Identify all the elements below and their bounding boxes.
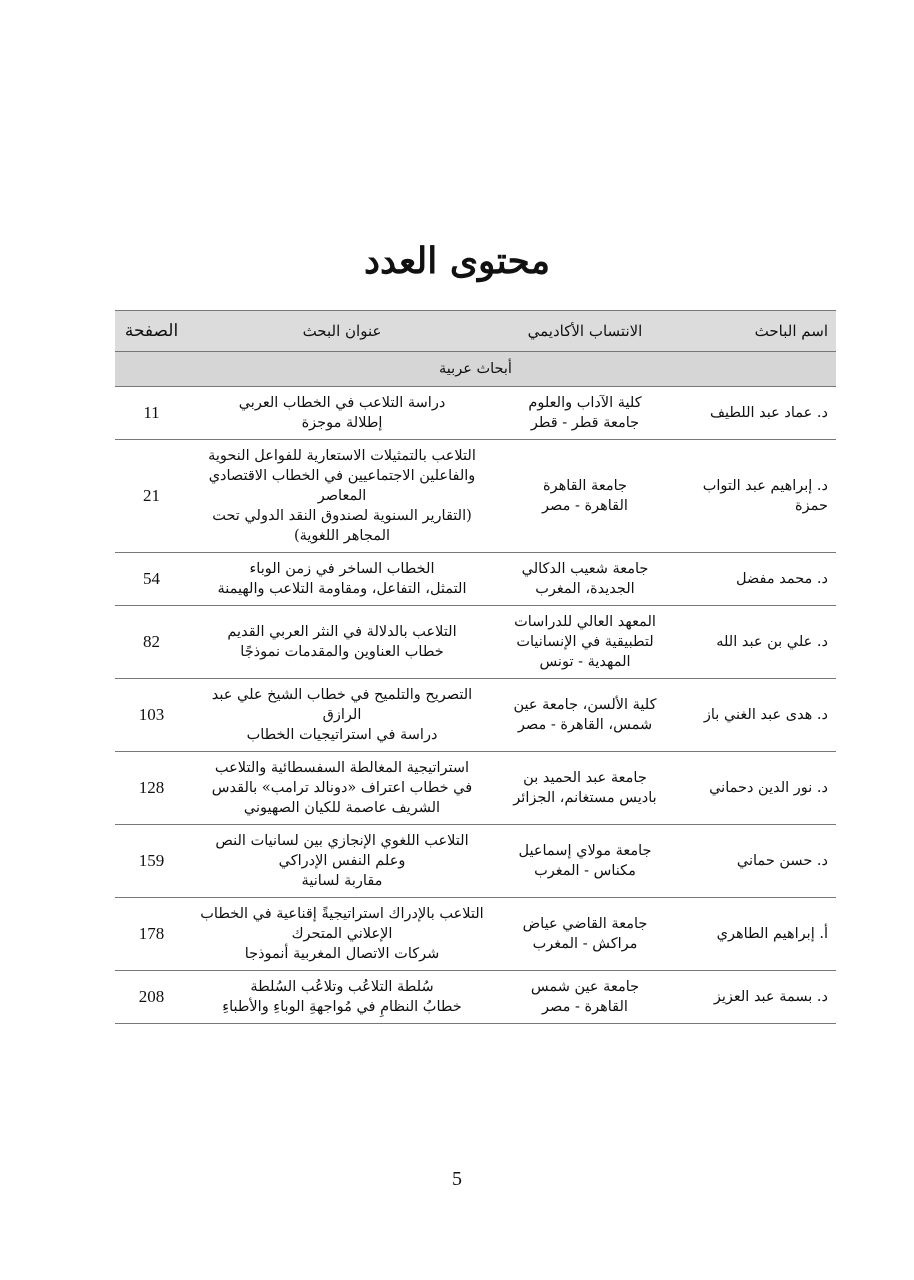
affiliation-line: المهدية - تونس xyxy=(539,654,631,670)
affiliation xyxy=(496,606,674,679)
paper-title-line: سُلطة التلاعُب وتلاعُب السُلطة xyxy=(250,979,434,995)
header-affiliation: الانتساب الأكاديمي xyxy=(496,311,674,352)
table-header-row xyxy=(115,311,836,352)
page-ref: 103 xyxy=(115,679,188,752)
affiliation xyxy=(496,898,674,971)
affiliation-line: جامعة قطر - قطر xyxy=(530,415,640,431)
paper-title xyxy=(188,898,496,971)
affiliation-line: القاهرة - مصر xyxy=(542,498,628,514)
table-row xyxy=(115,679,836,752)
table-row xyxy=(115,440,836,553)
affiliation-line: جامعة القاهرة xyxy=(543,478,627,494)
paper-title-line: التلاعب بالإدراك استراتيجيةً إقناعية في الخطاب xyxy=(200,906,484,922)
header-title: عنوان البحث xyxy=(188,311,496,352)
page-ref: 208 xyxy=(115,971,188,1024)
header-page: الصفحة xyxy=(115,311,188,352)
researcher-name: د. نور الدين دحماني xyxy=(674,752,836,825)
paper-title-line: وعلم النفس الإدراكي xyxy=(278,853,406,869)
page-ref: 11 xyxy=(115,387,188,440)
paper-title-line: التمثل، التفاعل، ومقاومة التلاعب والهيمنة xyxy=(217,581,467,597)
affiliation-line: جامعة مولاي إسماعيل xyxy=(518,843,652,859)
table-row xyxy=(115,971,836,1024)
paper-title-line: إطلالة موجزة xyxy=(301,415,383,431)
researcher-name: د. بسمة عبد العزيز xyxy=(674,971,836,1024)
paper-title xyxy=(188,387,496,440)
researcher-name: د. محمد مفضل xyxy=(674,553,836,606)
paper-title-line: في خطاب اعتراف «دونالد ترامب» بالقدس xyxy=(211,780,473,796)
page-ref: 159 xyxy=(115,825,188,898)
page-ref: 54 xyxy=(115,553,188,606)
paper-title-line: التلاعب اللغوي الإنجازي بين لسانيات النص xyxy=(215,833,469,849)
affiliation-line: لتطبيقية في الإنسانيات xyxy=(516,634,654,650)
paper-title xyxy=(188,752,496,825)
paper-title-line: شركات الاتصال المغربية أنموذجا xyxy=(244,946,440,962)
affiliation-line: باديس مستغانم، الجزائر xyxy=(513,790,657,806)
contents-table xyxy=(115,310,836,1024)
affiliation xyxy=(496,553,674,606)
affiliation-line: جامعة شعيب الدكالي xyxy=(521,561,649,577)
researcher-name: د. إبراهيم عبد التواب حمزة xyxy=(674,440,836,553)
paper-title-line: الشريف عاصمة للكيان الصهيوني xyxy=(243,800,441,816)
researcher-name: د. علي بن عبد الله xyxy=(674,606,836,679)
page-title: محتوى العدد xyxy=(364,240,550,282)
researcher-name: أ. إبراهيم الطاهري xyxy=(674,898,836,971)
table-row xyxy=(115,752,836,825)
paper-title xyxy=(188,679,496,752)
affiliation xyxy=(496,440,674,553)
paper-title-line: (التقارير السنوية لصندوق النقد الدولي تحت xyxy=(212,508,472,524)
page-ref: 128 xyxy=(115,752,188,825)
paper-title-line: دراسة في استراتيجيات الخطاب xyxy=(246,727,438,743)
affiliation-line: مراكش - المغرب xyxy=(532,936,638,952)
paper-title-line: خطاب العناوين والمقدمات نموذجًا xyxy=(240,644,444,660)
paper-title-line: المجاهر اللغوية) xyxy=(293,528,391,544)
paper-title-line: والفاعلين الاجتماعيين في الخطاب الاقتصادي المعاصر xyxy=(208,468,476,504)
affiliation-line: جامعة عبد الحميد بن xyxy=(523,770,647,786)
affiliation xyxy=(496,971,674,1024)
table-row xyxy=(115,898,836,971)
paper-title-line: مقاربة لسانية xyxy=(301,873,383,889)
researcher-name: د. هدى عبد الغني باز xyxy=(674,679,836,752)
affiliation-line: مكناس - المغرب xyxy=(534,863,636,879)
paper-title-line: التصريح والتلميح في خطاب الشيخ علي عبد الرازق xyxy=(211,687,473,723)
paper-title xyxy=(188,971,496,1024)
header-name: اسم الباحث xyxy=(674,311,836,352)
paper-title-line: التلاعب بالتمثيلات الاستعارية للفواعل النحوية xyxy=(208,448,476,464)
page-ref: 21 xyxy=(115,440,188,553)
researcher-name: د. حسن حماني xyxy=(674,825,836,898)
affiliation-line: كلية الآداب والعلوم xyxy=(528,395,642,411)
table-row xyxy=(115,387,836,440)
page-ref: 178 xyxy=(115,898,188,971)
affiliation xyxy=(496,679,674,752)
paper-title-line: استراتيجية المغالطة السفسطائية والتلاعب xyxy=(214,760,470,776)
paper-title xyxy=(188,825,496,898)
paper-title-line: خطابُ النظامِ في مُواجهةِ الوباءِ والأطباءِ xyxy=(222,999,462,1015)
page-number: 5 xyxy=(452,1168,462,1190)
affiliation-line: المعهد العالي للدراسات xyxy=(514,614,656,630)
paper-title-line: دراسة التلاعب في الخطاب العربي xyxy=(238,395,446,411)
affiliation-line: كلية الألسن، جامعة عين xyxy=(513,697,657,713)
table-row xyxy=(115,825,836,898)
paper-title xyxy=(188,440,496,553)
section-row xyxy=(115,352,836,387)
paper-title-line: التلاعب بالدلالة في النثر العربي القديم xyxy=(227,624,457,640)
paper-title-line: الإعلاني المتحرك xyxy=(291,926,393,942)
table-row xyxy=(115,606,836,679)
paper-title xyxy=(188,606,496,679)
affiliation-line: الجديدة، المغرب xyxy=(535,581,635,597)
paper-title xyxy=(188,553,496,606)
affiliation xyxy=(496,825,674,898)
paper-title-line: الخطاب الساخر في زمن الوباء xyxy=(249,561,435,577)
affiliation-line: جامعة القاضي عياض xyxy=(522,916,648,932)
affiliation xyxy=(496,752,674,825)
affiliation-line: شمس، القاهرة - مصر xyxy=(517,717,653,733)
table-row xyxy=(115,553,836,606)
affiliation-line: القاهرة - مصر xyxy=(542,999,628,1015)
affiliation xyxy=(496,387,674,440)
page-ref: 82 xyxy=(115,606,188,679)
researcher-name: د. عماد عبد اللطيف xyxy=(674,387,836,440)
affiliation-line: جامعة عين شمس xyxy=(530,979,640,995)
section-label: أبحاث عربية xyxy=(115,352,836,387)
